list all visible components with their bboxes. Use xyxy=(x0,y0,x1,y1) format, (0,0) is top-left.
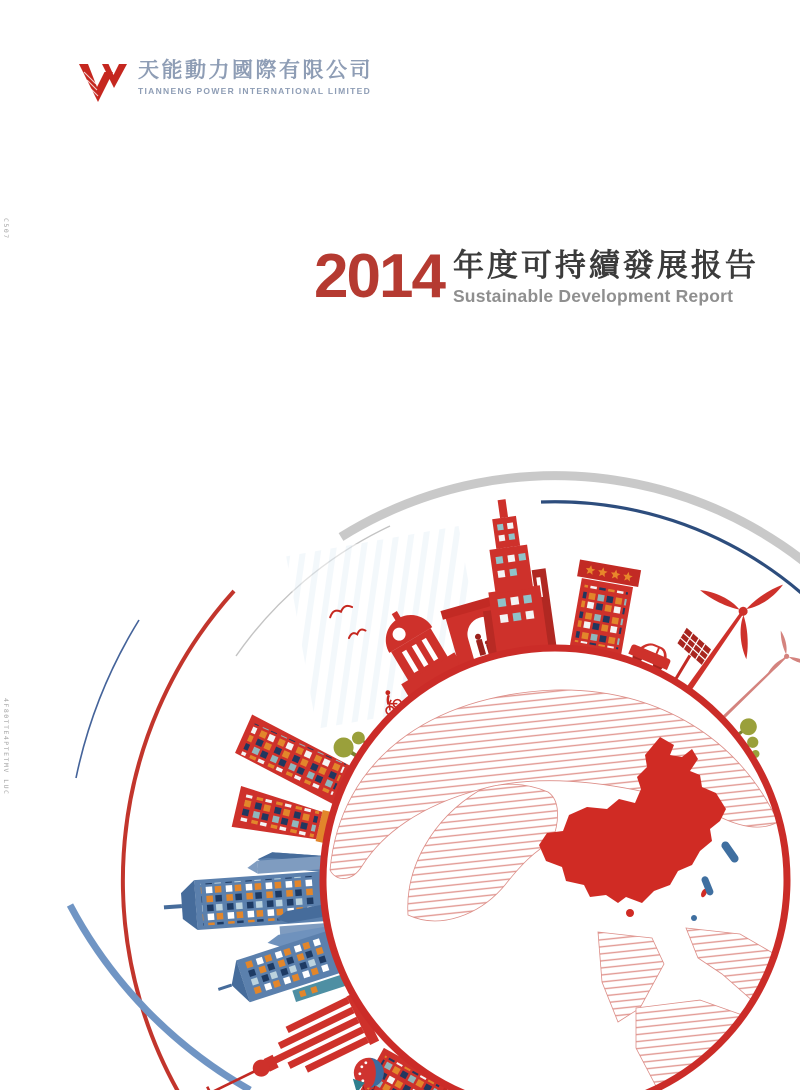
orbit-arc-red xyxy=(123,591,234,1090)
orbit-arc-lightblue xyxy=(70,905,250,1090)
company-name-en: TIANNENG POWER INTERNATIONAL LIMITED xyxy=(138,86,372,97)
hainan-island xyxy=(626,909,634,917)
report-title xyxy=(314,242,759,311)
report-year: 2014 xyxy=(314,242,444,311)
cover-illustration xyxy=(0,440,800,1090)
report-title-en: Sustainable Development Report xyxy=(452,285,734,306)
orbit-arc-blue-thin xyxy=(76,620,139,778)
spine-code-top: C507 xyxy=(2,218,10,240)
logo-v-icon xyxy=(76,58,130,108)
company-name-zh: 天能動力國際有限公司 xyxy=(138,59,373,82)
company-logo xyxy=(76,58,373,108)
spine-code-bottom: 4F80TTE4PTETMV LUC xyxy=(2,698,10,796)
report-title-zh: 年度可持續發展报告 xyxy=(452,248,759,283)
hotel-building xyxy=(565,559,641,656)
